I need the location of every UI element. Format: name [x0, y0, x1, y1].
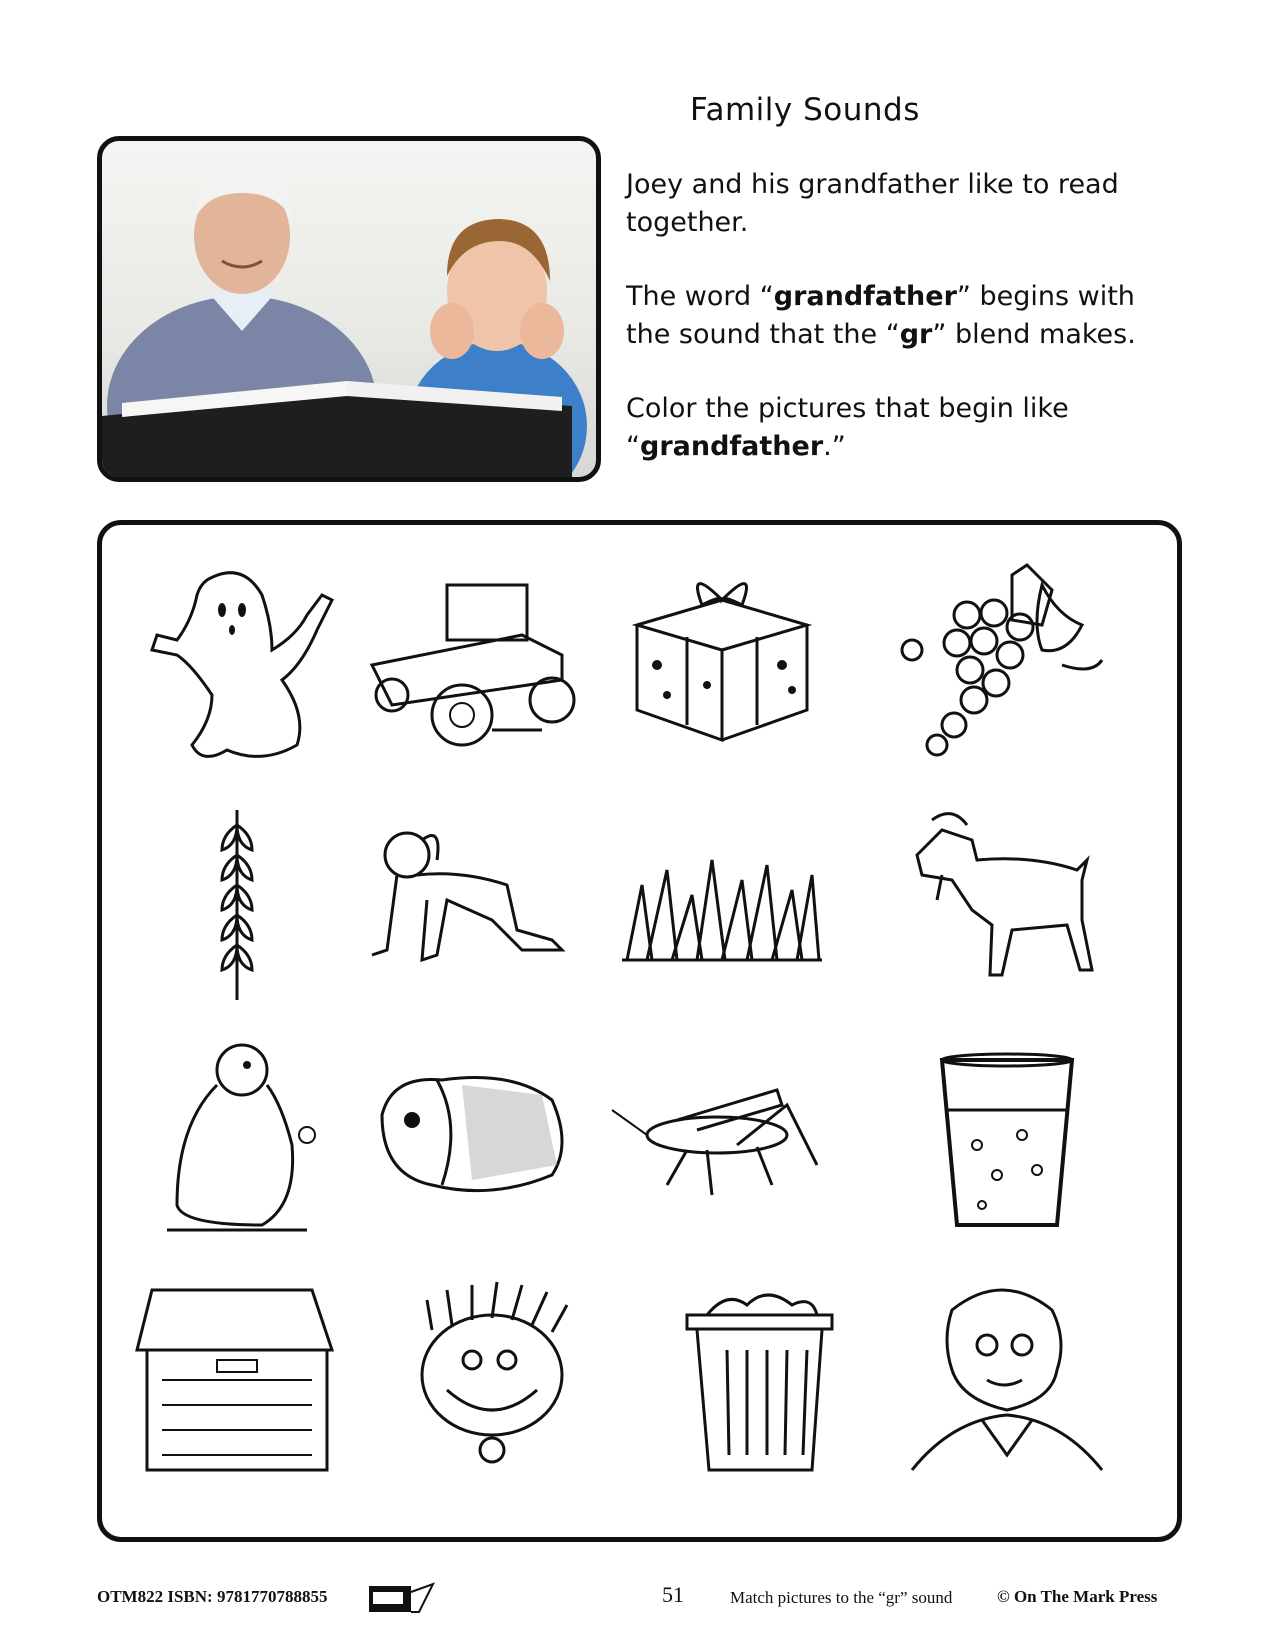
- grapes-icon[interactable]: [892, 555, 1122, 765]
- grin-face-icon[interactable]: [392, 1270, 622, 1480]
- instruction-paragraph-3: [626, 390, 1186, 466]
- page-number: 51: [662, 1582, 684, 1607]
- text: Color the pictures that begin like “: [626, 393, 1069, 462]
- instruction-paragraph-2: [626, 278, 1186, 354]
- grader-icon[interactable]: [352, 555, 582, 765]
- bold-word: grandfather: [640, 431, 824, 462]
- text: .”: [823, 431, 846, 462]
- instructions: [626, 166, 1186, 502]
- footer-copyright: © On The Mark Press: [997, 1587, 1158, 1606]
- text: ” blend makes.: [932, 319, 1136, 350]
- grass-icon[interactable]: [607, 800, 837, 1010]
- text: The word “: [626, 281, 774, 312]
- groundhog-icon[interactable]: [122, 1035, 352, 1245]
- garbage-can-icon[interactable]: [647, 1270, 877, 1480]
- garage-icon[interactable]: [122, 1270, 352, 1480]
- ghost-icon[interactable]: [122, 555, 352, 765]
- text: ” begins with the sound that the “: [626, 281, 1135, 350]
- guinea-pig-icon[interactable]: [352, 1035, 582, 1245]
- pictures-panel: [97, 520, 1182, 1542]
- page-title: Family Sounds: [690, 92, 920, 128]
- bold-word: grandfather: [773, 281, 957, 312]
- book-icon: [367, 1578, 437, 1618]
- grain-icon[interactable]: [122, 800, 352, 1010]
- instruction-paragraph-1: Joey and his grandfather like to read together.: [626, 169, 1119, 238]
- goat-icon[interactable]: [892, 800, 1122, 1010]
- footer-description: Match pictures to the “gr” sound: [730, 1588, 953, 1607]
- grandmother-icon[interactable]: [892, 1270, 1122, 1480]
- bold-blend: gr: [899, 319, 933, 350]
- glass-icon[interactable]: [892, 1035, 1122, 1245]
- grasshopper-icon[interactable]: [607, 1035, 837, 1245]
- footer-code: OTM822 ISBN: 9781770788855: [97, 1587, 328, 1606]
- photo-grandfather-and-boy-reading: [97, 136, 601, 482]
- girl-crawling-icon[interactable]: [352, 800, 582, 1010]
- gift-icon[interactable]: [607, 555, 837, 765]
